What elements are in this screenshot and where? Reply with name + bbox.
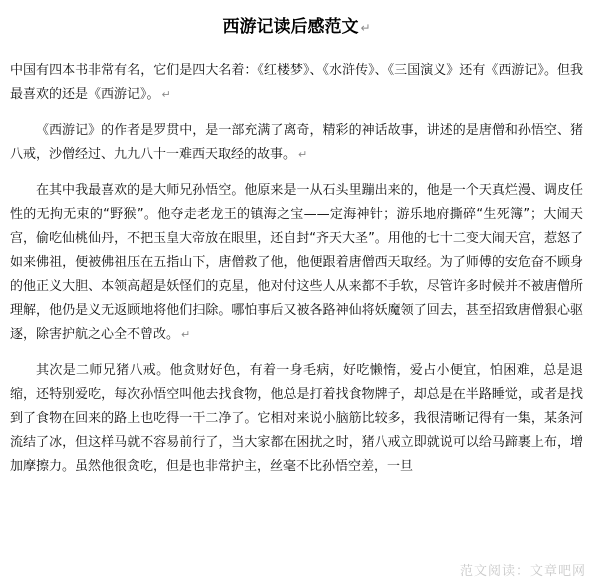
paragraph-author: [10, 119, 583, 167]
paragraph-mark-icon: ↵: [161, 88, 171, 101]
paragraph-text: 其次是二师兄猪八戒。他贪财好色，有着一身毛病，好吃懒惰，爱占小便宜，怕困难，总是退缩，还特别爱吃，每次孙悟空叫他去找食物，他总是打着找食物牌子，却总是在半路睡觉，或者是找到了食物在回来的路上也吃得一干二净了。它相对来说小脑筋比较多，我很清晰记得有一集，某条河流结了冰，但这样马就不容易前行了，当大家都在困扰之时，猪八戒立即就说可以给马蹄裹上布，增加摩擦力。虽然他很贪吃，但是也非常护主，丝毫不比孙悟空差，一旦: [10, 363, 583, 474]
document-title-text: 西游记读后感范文: [222, 17, 359, 37]
paragraph-text: 在其中我最喜欢的是大师兄孙悟空。他原来是一从石头里蹦出来的，他是一个天真烂漫、调皮任性的无拘无束的“野猴”。他夺走老龙王的镇海之宝——定海神针；游乐地府撕碎“生死簿”；大闹天宫，偷吃仙桃仙丹，不把玉皇大帝放在眼里，还自封“齐天大圣”。用他的七十二变大闹天宫，惹怒了如来佛祖，便被佛祖压在五指山下，唐僧救了他，他便跟着唐僧西天取经。为了师傅的安危奋不顾身的他正义大胆、本领高超是妖怪们的克星，他对付这些人从来都不手软，尽管许多时候并不被唐僧所理解，他仍是义无返顾地将他们扫除。哪怕事后又被各路神仙将妖魔领了回去，甚至招致唐僧狠心驱逐，除害护航之心全不曾改。: [10, 183, 583, 342]
site-watermark: 范文阅读：文章吧网: [457, 564, 589, 580]
paragraph-mark-icon: ↵: [181, 328, 191, 341]
paragraph-intro: [10, 59, 583, 107]
paragraph-mark-icon: ↵: [360, 21, 371, 35]
paragraph-zhu-bajie: [10, 359, 583, 479]
paragraph-mark-icon: ↵: [298, 148, 308, 161]
paragraph-sun-wukong: [10, 179, 583, 347]
document-title: [10, 14, 583, 41]
paragraph-text: 中国有四本书非常有名，它们是四大名着：《红楼梦》、《水浒传》、《三国演义》还有《西游记》。但我最喜欢的还是《西游记》。: [10, 63, 583, 102]
paragraph-text: 《西游记》的作者是罗贯中，是一部充满了离奇，精彩的神话故事，讲述的是唐僧和孙悟空、猪八戒，沙僧经过、九九八十一难西天取经的故事。: [10, 123, 583, 162]
